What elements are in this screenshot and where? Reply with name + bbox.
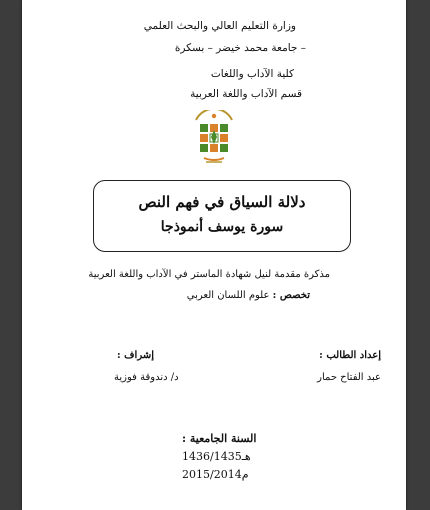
academic-year-label: السنة الجامعية : bbox=[182, 432, 257, 445]
ministry-name: وزارة التعليم العالي والبحث العلمي bbox=[143, 20, 296, 32]
document-page bbox=[22, 0, 406, 510]
academic-year-gregorian: 2015/2014م bbox=[182, 468, 249, 481]
memo-description: مذكرة مقدمة لنيل شهادة الماستر في الآداب واللغة العربية bbox=[88, 269, 330, 280]
student-label: إعداد الطالب : bbox=[319, 350, 381, 361]
specialty-line bbox=[187, 290, 310, 301]
supervisor-name: د/ دندوقة فوزية bbox=[114, 372, 179, 383]
university-logo bbox=[190, 110, 238, 166]
student-name: عبد الفتاح حمار bbox=[317, 372, 381, 383]
department-name: قسم الآداب واللغة العربية bbox=[190, 88, 302, 100]
specialty-label: تخصص : bbox=[272, 290, 310, 301]
supervisor-label: إشراف : bbox=[117, 350, 154, 361]
title-box bbox=[93, 180, 351, 252]
specialty-value: علوم اللسان العربي bbox=[186, 290, 270, 301]
academic-year-hijri: 1436/1435هـ bbox=[182, 450, 251, 463]
faculty-name: كلية الآداب واللغات bbox=[210, 68, 294, 80]
thesis-subtitle: سورة يوسف أنموذجا bbox=[160, 219, 284, 235]
university-name: – جامعة محمد خيضر – بسكرة bbox=[174, 42, 306, 54]
thesis-title: دلالة السياق في فهم النص bbox=[138, 193, 306, 211]
